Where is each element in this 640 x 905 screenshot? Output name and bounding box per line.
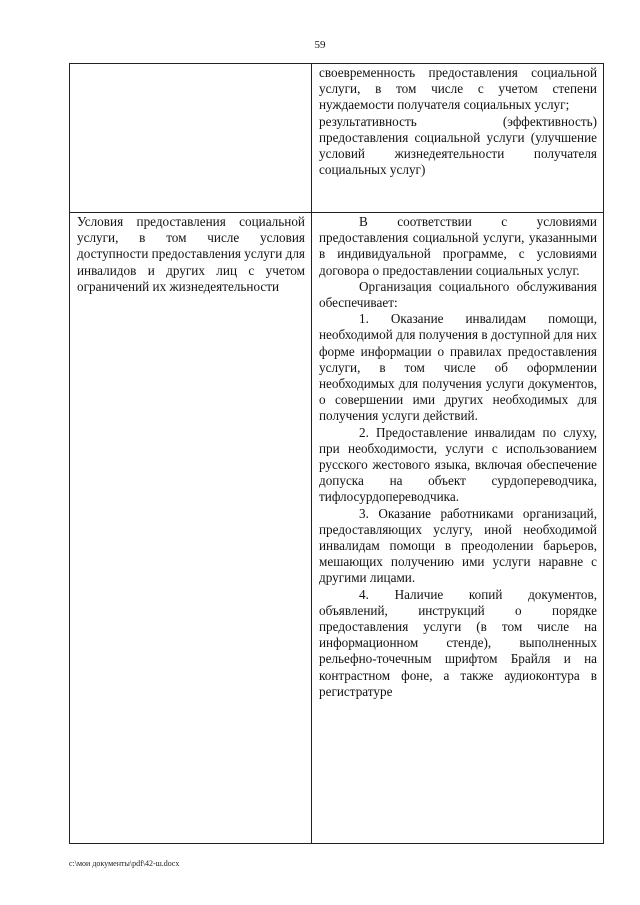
table-row xyxy=(70,64,604,213)
conditions-description-cell xyxy=(312,213,604,844)
condition-item-4: 4. Наличие копий документов, объявлений, инструкций о порядке предоставления услуги (в том числе на информационном стенде), выполненных рельефно-точечным шрифтом Брайля и на контрастном фоне, а также аудиоконтура в регистратуре xyxy=(319,586,597,699)
conditions-label-cell: Условия предоставления социальной услуги, в том числе условия доступности предоставления услуги для инвалидов и других лиц с учетом ограничений их жизнедеятельности xyxy=(70,213,312,844)
table-row xyxy=(70,213,604,844)
page-number: 59 xyxy=(314,39,326,51)
service-conditions-table xyxy=(69,63,604,844)
condition-item-1: 1. Оказание инвалидам помощи, необходимой для получения в доступной для них форме информации о правилах предоставления услуги, в том числе об оформлении необходимых для получения услуги документов, о совершении ими других необходимых для получения услуги действий. xyxy=(319,311,597,424)
condition-item-3: 3. Оказание работниками организаций, предоставляющих услугу, иной необходимой инвалидам помощи в преодолении барьеров, мешающих получению ими услуги наравне с другими лицами. xyxy=(319,505,597,586)
organization-provides: Организация социального обслуживания обеспечивает: xyxy=(319,278,597,311)
table-cell-right xyxy=(312,64,604,213)
footer-file-path: c:\мои документы\pdf\42-ш.docx xyxy=(69,859,180,868)
conditions-intro: В соответствии с условиями предоставления социальной услуги, указанными в индивидуальной программе, с условиями договора о предоставлении социальных услуг. xyxy=(319,214,597,278)
criterion-effectiveness: результативность (эффективность) предоставления социальной услуги (улучшение условий жизнедеятельности получателя социальных услуг) xyxy=(319,113,597,178)
criterion-timeliness: своевременность предоставления социальной услуги, в том числе с учетом степени нуждаемости получателя социальных услуг; xyxy=(319,65,597,113)
table-cell-left xyxy=(70,64,312,213)
condition-item-2: 2. Предоставление инвалидам по слуху, при необходимости, услуги с использованием русского жестового языка, включая обеспечение допуска на объект сурдопереводчика, тифлосурдопереводчика. xyxy=(319,424,597,505)
